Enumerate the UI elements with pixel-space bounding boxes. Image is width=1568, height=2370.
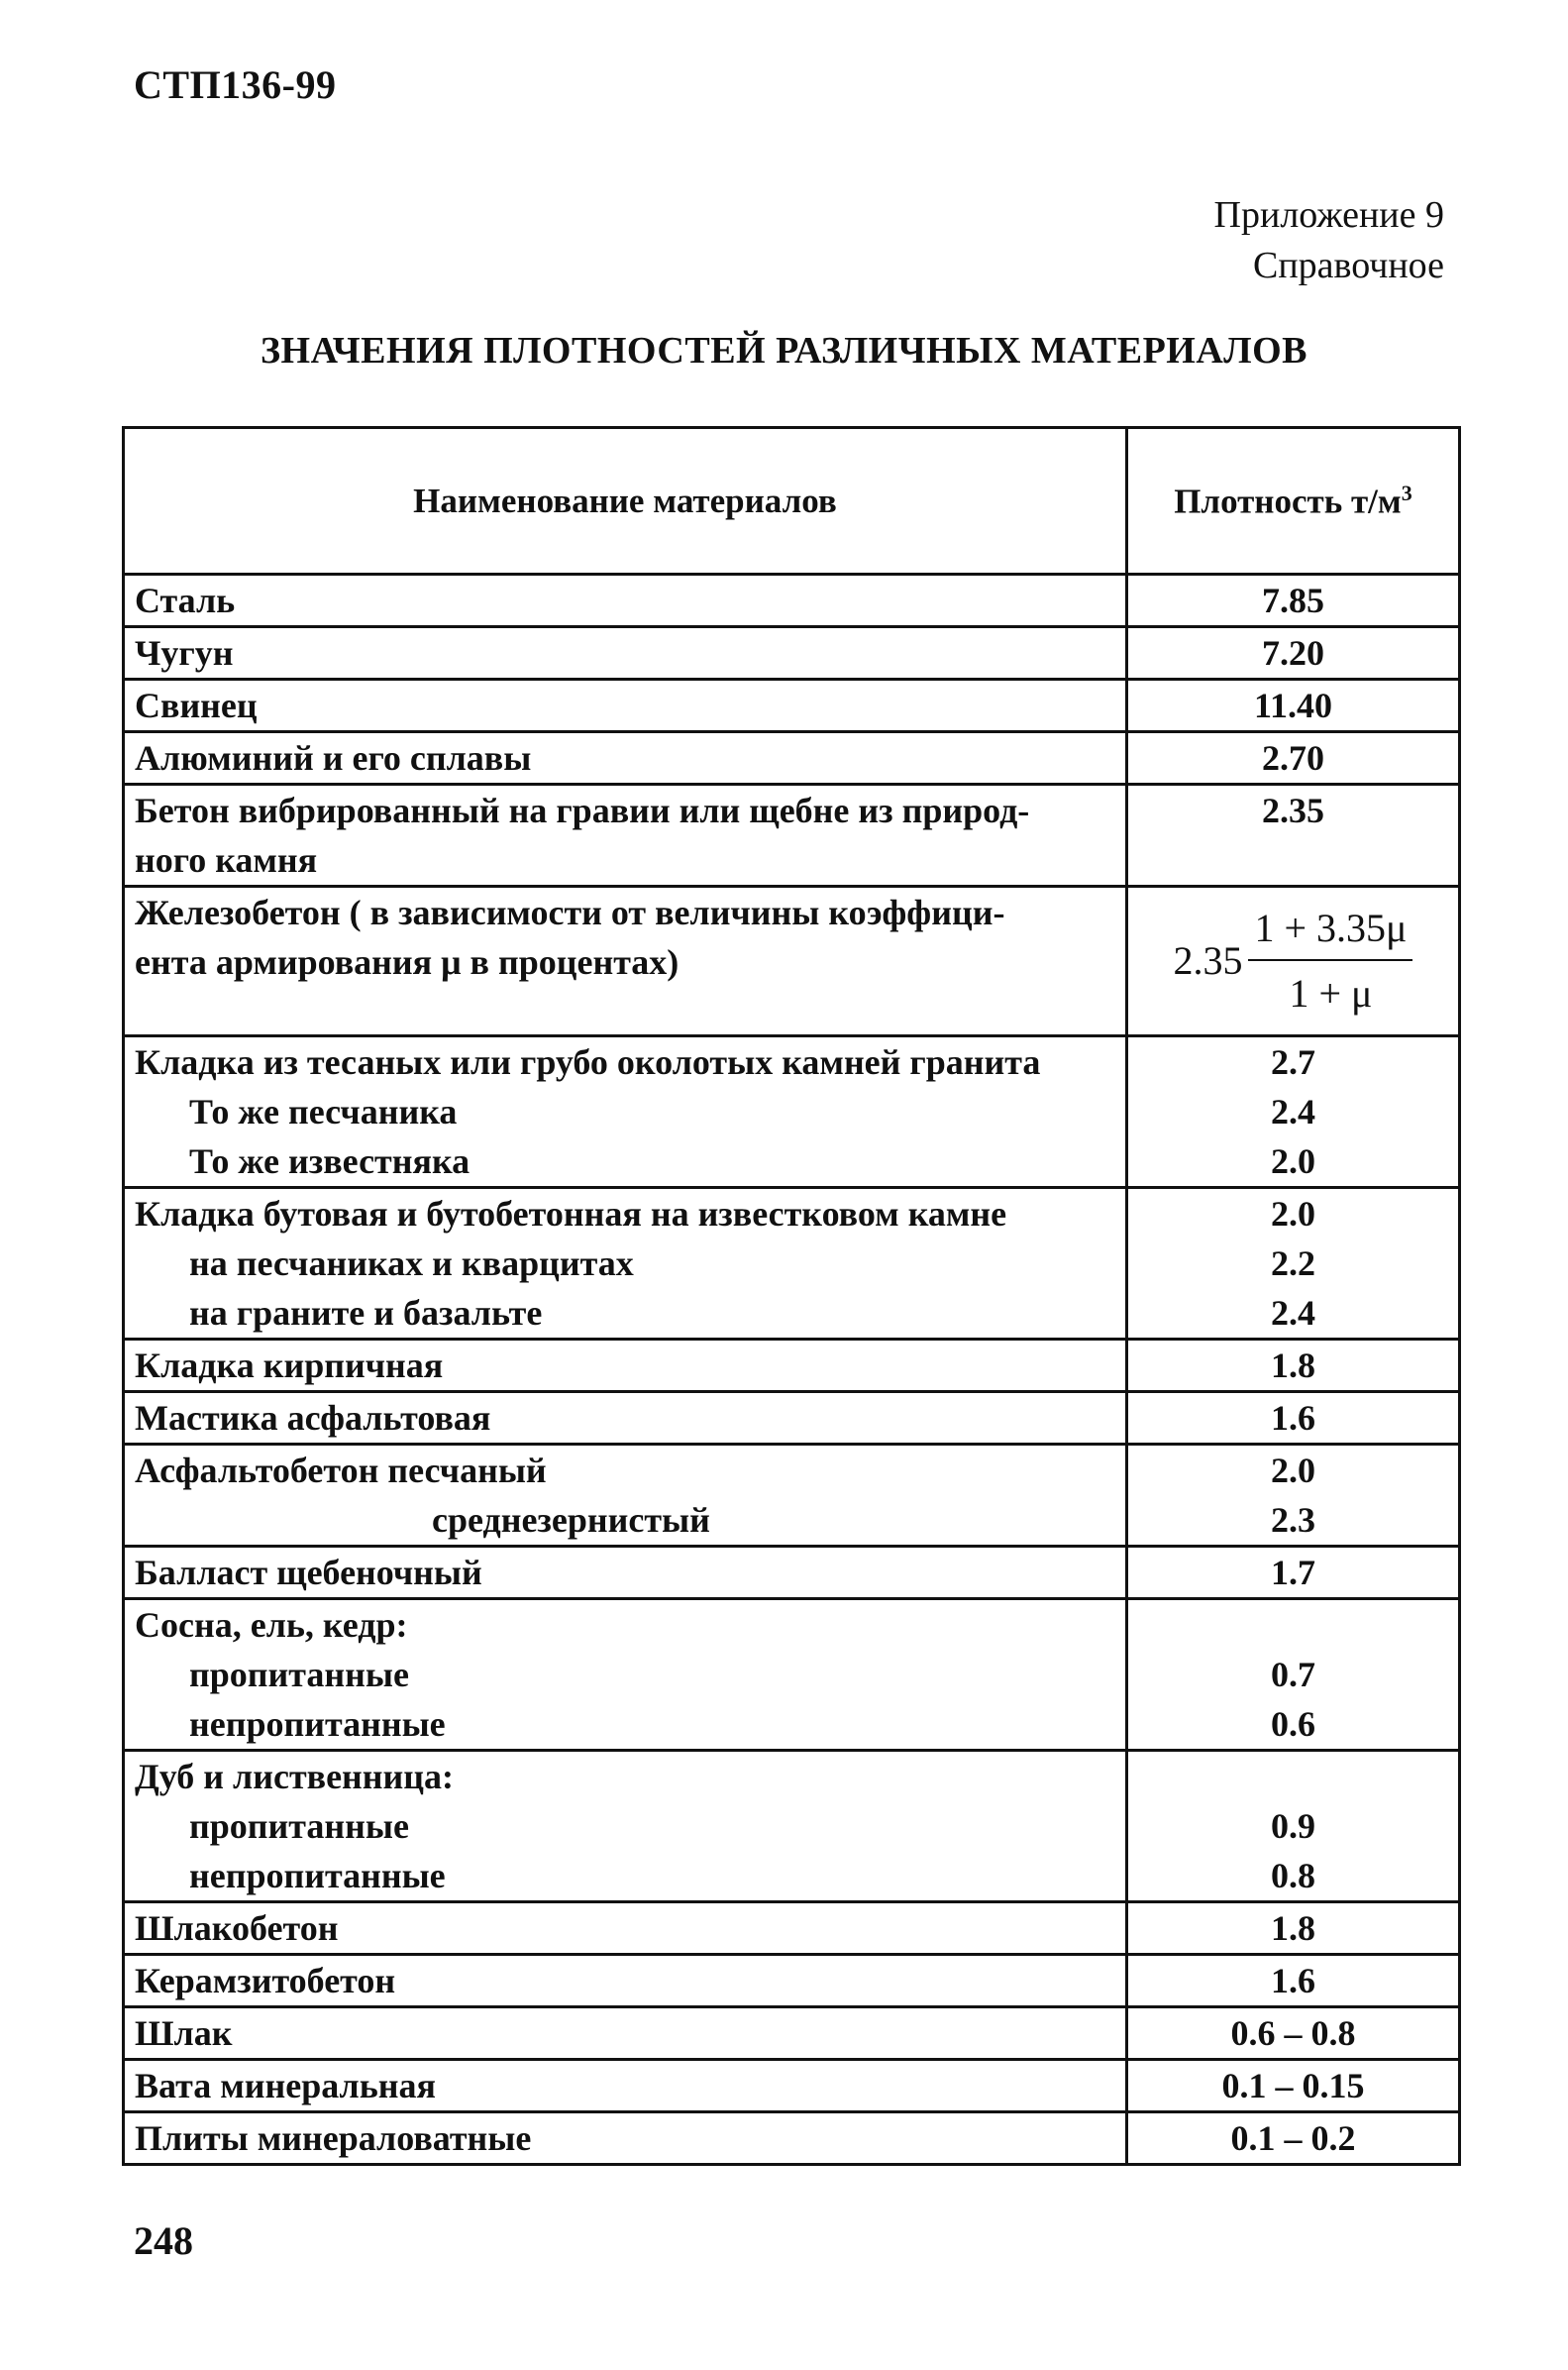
- table-row: [124, 1445, 1460, 1547]
- material-name: Кладка кирпичная: [135, 1346, 444, 1385]
- density-value-cell: [1126, 785, 1459, 887]
- density-value-cell: [1126, 2007, 1459, 2060]
- material-name-cell: [124, 2112, 1127, 2165]
- material-name-cell: [124, 1751, 1127, 1902]
- material-name: непропитанные: [189, 1856, 446, 1895]
- column-header-material: Наименование материалов: [124, 428, 1127, 575]
- material-name: Кладка из тесаных или грубо околотых камней гранита: [135, 1042, 1041, 1082]
- material-name: Железобетон ( в зависимости от величины коэффици-: [135, 893, 1005, 932]
- material-name-cell: [124, 1547, 1127, 1599]
- formula-denominator: 1 + μ: [1289, 971, 1373, 1016]
- table-row: [124, 1547, 1460, 1599]
- material-name: Плиты минераловатные: [135, 2118, 532, 2158]
- density-value-cell: [1126, 2112, 1459, 2165]
- density-value: 2.70: [1261, 738, 1324, 778]
- table-row: [124, 680, 1460, 732]
- material-name: Бетон вибрированный на гравии или щебне из природ-: [135, 791, 1030, 830]
- density-value: 1.6: [1270, 1961, 1315, 2000]
- material-name: среднезернистый: [432, 1500, 710, 1540]
- material-name: Мастика асфальтовая: [135, 1398, 491, 1438]
- table-row: [124, 1955, 1460, 2007]
- formula-coefficient: 2.35: [1173, 938, 1243, 983]
- density-value-cell: [1126, 1751, 1459, 1902]
- table-row: [124, 1599, 1460, 1751]
- material-name-cell: [124, 1036, 1127, 1188]
- table-row: [124, 2112, 1460, 2165]
- density-value: 1.7: [1270, 1553, 1315, 1592]
- table-row: [124, 732, 1460, 785]
- material-name-cell: [124, 1445, 1127, 1547]
- density-value-cell: [1126, 2060, 1459, 2112]
- density-value: [1138, 1752, 1448, 1801]
- density-value: 2.4: [1270, 1293, 1315, 1333]
- density-header-superscript: 3: [1401, 480, 1412, 505]
- density-value-cell: [1126, 1392, 1459, 1445]
- material-name-cell: [124, 627, 1127, 680]
- material-name: Свинец: [135, 686, 258, 725]
- table-row: [124, 1340, 1460, 1392]
- material-name-cell: [124, 1188, 1127, 1340]
- density-value-cell: [1126, 1547, 1459, 1599]
- density-table: [122, 426, 1461, 2166]
- density-value-cell: [1126, 1036, 1459, 1188]
- material-name: ента армирования μ в процентах): [135, 942, 679, 982]
- column-header-density: [1126, 428, 1459, 575]
- table-row: [124, 2007, 1460, 2060]
- material-name-cell: [124, 680, 1127, 732]
- density-value: 0.1 – 0.15: [1221, 2066, 1365, 2105]
- material-name-cell: [124, 1902, 1127, 1955]
- table-row: [124, 1392, 1460, 1445]
- density-value-cell: [1126, 1902, 1459, 1955]
- density-value: 2.35: [1261, 791, 1324, 830]
- table-row: [124, 1751, 1460, 1902]
- material-name-cell: [124, 1340, 1127, 1392]
- density-value: [1138, 1600, 1448, 1650]
- density-value: 0.6: [1270, 1704, 1315, 1744]
- material-name: Чугун: [135, 633, 234, 673]
- material-name-cell: [124, 1955, 1127, 2007]
- material-name: Сталь: [135, 581, 236, 620]
- density-value: 1.8: [1270, 1908, 1315, 1948]
- material-name: на граните и базальте: [189, 1293, 543, 1333]
- material-name: То же известняка: [189, 1141, 470, 1181]
- table-row: [124, 627, 1460, 680]
- density-value-cell: [1126, 1188, 1459, 1340]
- density-value: 7.20: [1261, 633, 1324, 673]
- material-name: Вата минеральная: [135, 2066, 436, 2105]
- formula-numerator: 1 + 3.35μ: [1248, 904, 1412, 961]
- density-value: 0.1 – 0.2: [1230, 2118, 1356, 2158]
- material-name-cell: [124, 785, 1127, 887]
- table-row: [124, 2060, 1460, 2112]
- material-name: на песчаниках и кварцитах: [189, 1243, 634, 1283]
- material-name: Керамзитобетон: [135, 1961, 396, 2000]
- density-value: 1.6: [1270, 1398, 1315, 1438]
- material-name: Асфальтобетон песчаный: [135, 1451, 547, 1490]
- material-name-cell: [124, 887, 1127, 1036]
- material-name: пропитанные: [189, 1806, 409, 1846]
- density-value: 2.0: [1270, 1194, 1315, 1234]
- document-code: СТП136-99: [134, 62, 337, 107]
- density-value: 1.8: [1270, 1346, 1315, 1385]
- material-name: Сосна, ель, кедр:: [135, 1605, 408, 1645]
- density-value: 7.85: [1261, 581, 1324, 620]
- page-number: 248: [134, 2218, 193, 2263]
- density-value: 2.3: [1270, 1500, 1315, 1540]
- table-row: [124, 1188, 1460, 1340]
- material-name-cell: [124, 1392, 1127, 1445]
- material-name: ного камня: [135, 840, 318, 880]
- density-value-cell: [1126, 680, 1459, 732]
- material-name: Шлакобетон: [135, 1908, 339, 1948]
- material-name-cell: [124, 2060, 1127, 2112]
- density-value: 2.2: [1270, 1243, 1315, 1283]
- material-name: Шлак: [135, 2013, 233, 2053]
- material-name: Балласт щебеночный: [135, 1553, 482, 1592]
- density-value: 2.7: [1270, 1042, 1315, 1082]
- table-row: [124, 887, 1460, 1036]
- density-value-cell: [1126, 575, 1459, 627]
- density-value: 2.4: [1270, 1092, 1315, 1131]
- density-header-label: Плотность т/м: [1174, 482, 1402, 521]
- density-value: 0.9: [1270, 1806, 1315, 1846]
- material-name: непропитанные: [189, 1704, 446, 1744]
- density-value: 0.8: [1270, 1856, 1315, 1895]
- appendix-number: Приложение 9: [1213, 194, 1444, 236]
- material-name-cell: [124, 1599, 1127, 1751]
- density-value: 0.7: [1270, 1655, 1315, 1694]
- material-name: Алюминий и его сплавы: [135, 738, 532, 778]
- density-value: 2.0: [1270, 1451, 1315, 1490]
- material-name-cell: [124, 2007, 1127, 2060]
- density-value: 11.40: [1253, 686, 1332, 725]
- density-value: 2.0: [1270, 1141, 1315, 1181]
- table-row: [124, 785, 1460, 887]
- material-name-cell: [124, 575, 1127, 627]
- appendix-label: [1214, 190, 1444, 292]
- density-value-cell: [1126, 1955, 1459, 2007]
- material-name: пропитанные: [189, 1655, 409, 1694]
- material-name: Кладка бутовая и бутобетонная на известковом камне: [135, 1194, 1007, 1234]
- density-value-cell: [1126, 1445, 1459, 1547]
- material-name: Дуб и лиственница:: [135, 1757, 455, 1796]
- density-value-cell: [1126, 1340, 1459, 1392]
- appendix-kind: Справочное: [1252, 245, 1444, 287]
- density-value-cell: [1126, 627, 1459, 680]
- table-row: [124, 1036, 1460, 1188]
- formula-fraction: [1248, 904, 1412, 1019]
- material-name: То же песчаника: [189, 1092, 458, 1131]
- table-row: [124, 1902, 1460, 1955]
- material-name-cell: [124, 732, 1127, 785]
- density-formula: [1138, 888, 1448, 1034]
- table-row: [124, 575, 1460, 627]
- density-value-cell: [1126, 887, 1459, 1036]
- density-value: 0.6 – 0.8: [1230, 2013, 1356, 2053]
- density-value-cell: [1126, 1599, 1459, 1751]
- page-title: ЗНАЧЕНИЯ ПЛОТНОСТЕЙ РАЗЛИЧНЫХ МАТЕРИАЛОВ: [260, 330, 1308, 372]
- table-header-row: [124, 428, 1460, 575]
- density-value-cell: [1126, 732, 1459, 785]
